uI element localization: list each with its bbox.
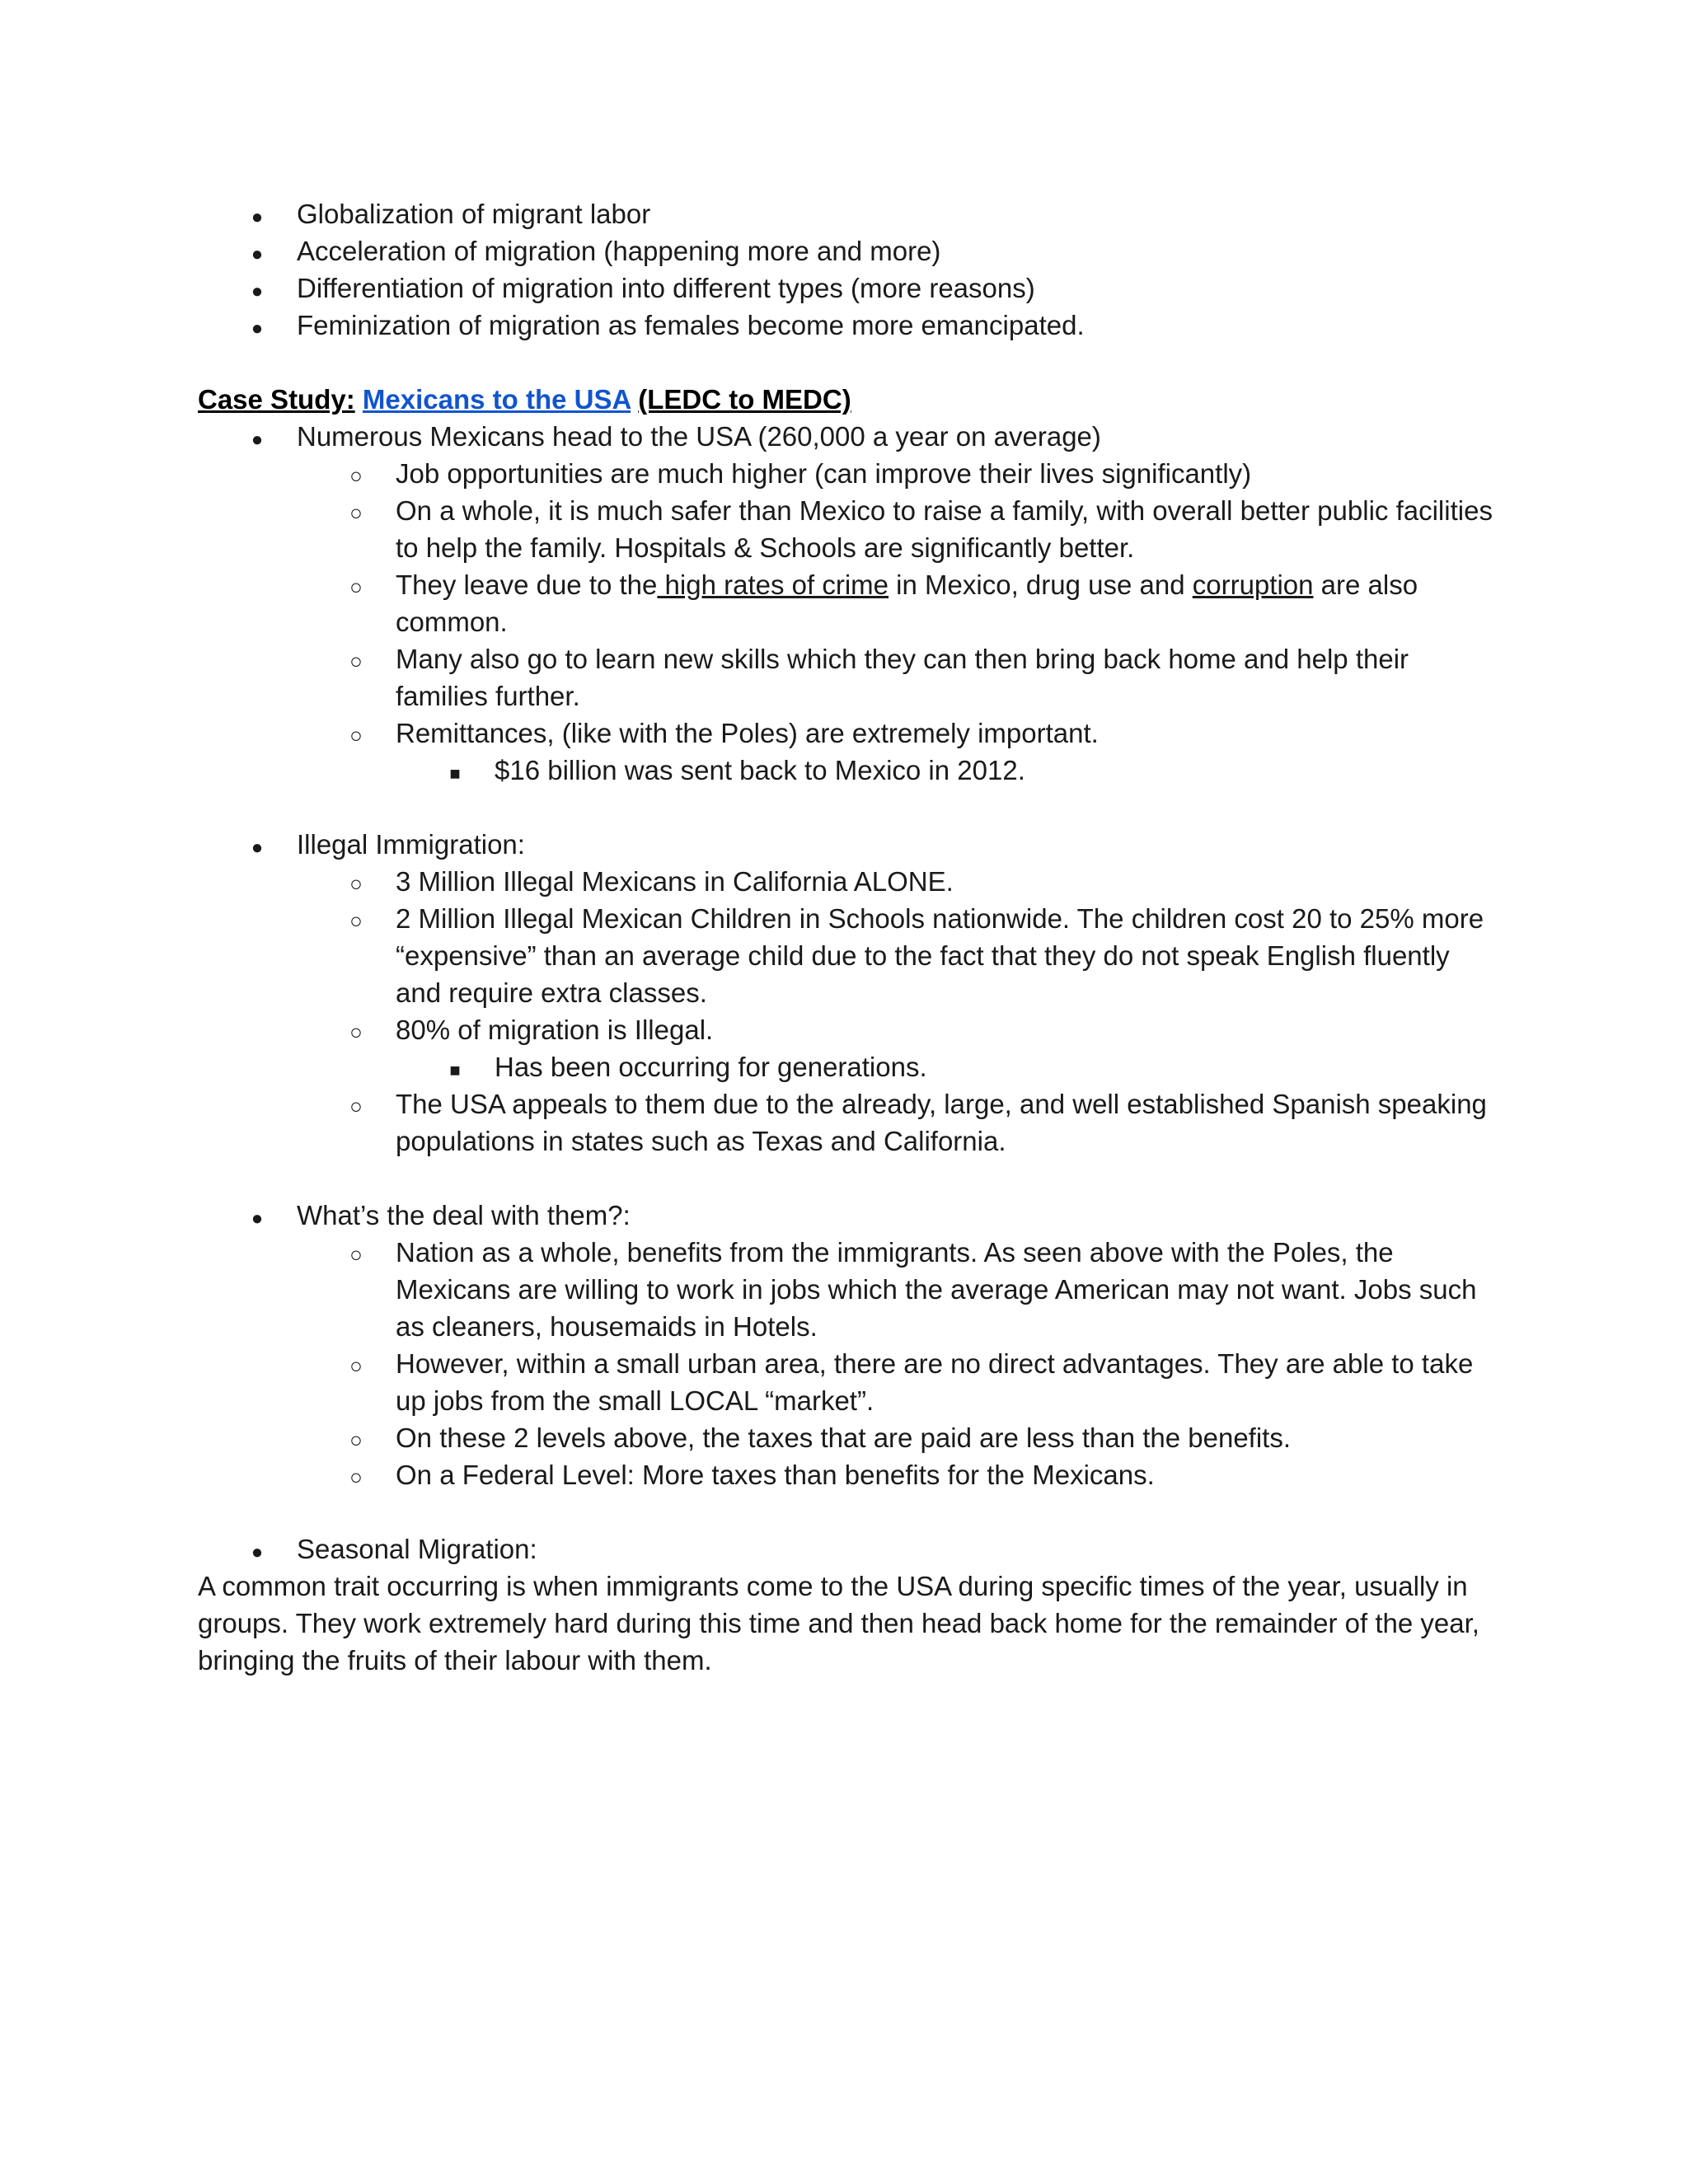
section-seasonal <box>198 1530 1500 1568</box>
list-item: ○ However, within a small urban area, there are no direct advantages. They are able to take up jobs from the small LOCAL “market”. <box>198 1345 1500 1419</box>
square-bullet-icon <box>438 1048 471 1089</box>
section-illegal <box>198 826 1500 863</box>
deal-sublist <box>198 1234 1500 1493</box>
circle-bullet-icon <box>340 1456 373 1496</box>
circle-bullet-icon <box>340 492 373 532</box>
circle-bullet-icon <box>340 1234 373 1273</box>
circle-bullet-icon <box>340 1345 373 1385</box>
list-item: ○ 3 Million Illegal Mexicans in California ALONE. <box>198 863 1500 900</box>
list-item: ○ They leave due to the high rates of crime in Mexico, drug use and corruption are also common. <box>198 566 1500 640</box>
list-item: ○ 80% of migration is Illegal. <box>198 1011 1500 1048</box>
list-item: ○ Remittances, (like with the Poles) are extremely important. <box>198 715 1500 752</box>
bullet-icon <box>241 1197 274 1237</box>
circle-bullet-icon <box>340 1085 373 1125</box>
list-item: ■ $16 billion was sent back to Mexico in 2012. <box>198 752 1500 789</box>
document-page <box>198 195 1500 1679</box>
section-deal <box>198 1197 1500 1234</box>
bullet-icon <box>241 232 274 273</box>
underlined-text: high rates of crime <box>657 569 889 600</box>
list-item: ● Globalization of migrant labor <box>198 195 1500 232</box>
list-item: ● Feminization of migration as females become more emancipated. <box>198 307 1500 344</box>
list-item: ■ Has been occurring for generations. <box>198 1048 1500 1085</box>
circle-bullet-icon <box>340 1011 373 1051</box>
illegal-sublist-end <box>198 1085 1500 1160</box>
list-item: ○ On a Federal Level: More taxes than benefits for the Mexicans. <box>198 1456 1500 1493</box>
section-reasons <box>198 418 1500 455</box>
circle-bullet-icon <box>340 1419 373 1459</box>
circle-bullet-icon <box>340 566 373 606</box>
bullet-icon <box>241 826 274 866</box>
case-study-link[interactable]: Mexicans to the USA <box>362 384 631 415</box>
list-item: ○ Job opportunities are much higher (can improve their lives significantly) <box>198 455 1500 492</box>
bullet-icon <box>241 307 274 347</box>
circle-bullet-icon <box>340 715 373 754</box>
circle-bullet-icon <box>340 455 373 494</box>
bullet-icon <box>241 1530 274 1571</box>
list-item: ○ Nation as a whole, benefits from the immigrants. As seen above with the Poles, the Mexicans are willing to work in jobs which the average American may not want. Jobs such as cleaners, housemaids in Hotels. <box>198 1234 1500 1345</box>
list-item: ● What’s the deal with them?: <box>198 1197 1500 1234</box>
list-item: ● Differentiation of migration into different types (more reasons) <box>198 269 1500 307</box>
reasons-sublist <box>198 455 1500 752</box>
list-item: ○ On a whole, it is much safer than Mexico to raise a family, with overall better public facilities to help the family. Hospitals & Schools are significantly better. <box>198 492 1500 566</box>
intro-list <box>198 195 1500 344</box>
illegal-subsublist <box>198 1048 1500 1085</box>
heading-suffix: (LEDC to MEDC) <box>638 384 851 415</box>
list-item: ○ The USA appeals to them due to the already, large, and well established Spanish speaking populations in states such as Texas and California. <box>198 1085 1500 1160</box>
illegal-sublist <box>198 863 1500 1048</box>
list-item: ● Numerous Mexicans head to the USA (260,000 a year on average) <box>198 418 1500 455</box>
circle-bullet-icon <box>340 640 373 680</box>
list-item: ● Illegal Immigration: <box>198 826 1500 863</box>
list-item: ○ On these 2 levels above, the taxes that are paid are less than the benefits. <box>198 1419 1500 1456</box>
list-item: ○ Many also go to learn new skills which they can then bring back home and help their families further. <box>198 640 1500 715</box>
seasonal-paragraph: A common trait occurring is when immigrants come to the USA during specific times of the year, usually in groups. They work extremely hard during this time and then head back home for the remainder of the year, bringing the fruits of their labour with them. <box>198 1571 1479 1675</box>
bullet-icon <box>241 195 274 236</box>
heading-prefix: Case Study: <box>198 384 355 415</box>
bullet-icon <box>241 269 274 310</box>
case-study-heading <box>198 381 1500 418</box>
remittance-sublist <box>198 752 1500 789</box>
list-item: ● Seasonal Migration: <box>198 1530 1500 1568</box>
underlined-text: corruption <box>1192 569 1314 600</box>
bullet-icon <box>241 418 274 458</box>
square-bullet-icon <box>438 752 471 792</box>
list-item: ○ 2 Million Illegal Mexican Children in Schools nationwide. The children cost 20 to 25% more “expensive” than an average child due to the fact that they do not speak English fluently and require extra classes. <box>198 900 1500 1011</box>
circle-bullet-icon <box>340 863 373 902</box>
circle-bullet-icon <box>340 900 373 940</box>
list-item: ● Acceleration of migration (happening more and more) <box>198 232 1500 269</box>
